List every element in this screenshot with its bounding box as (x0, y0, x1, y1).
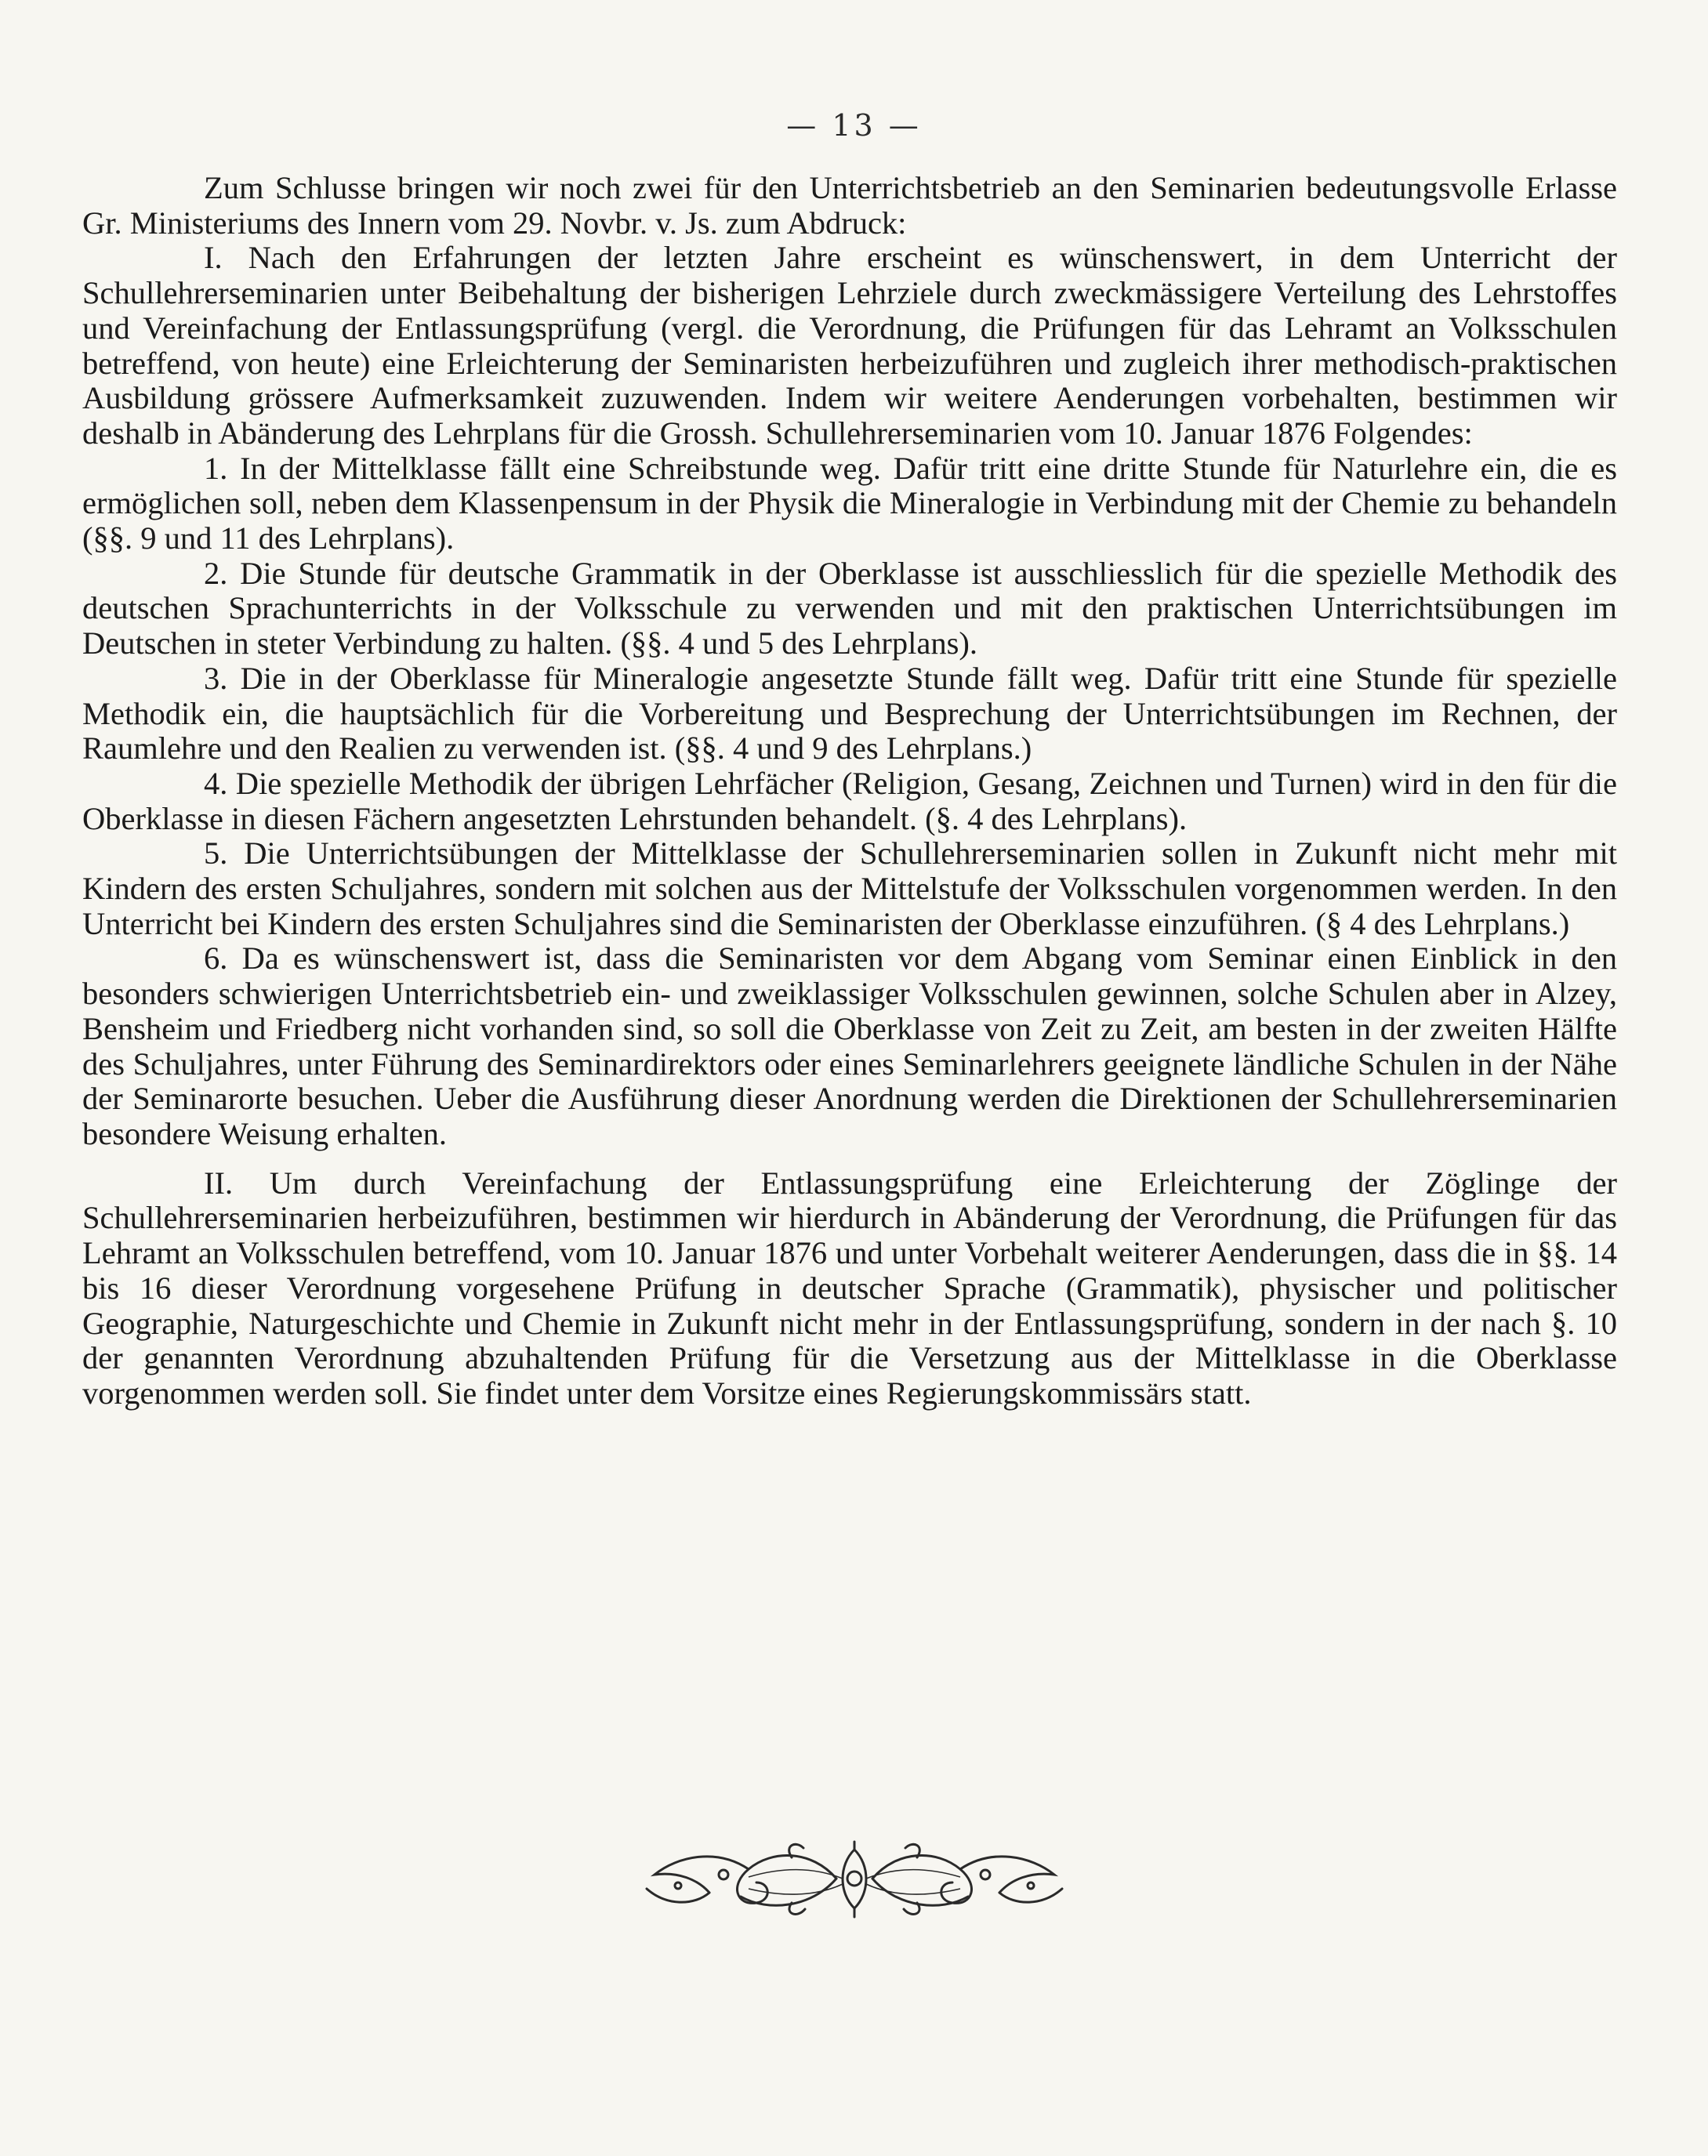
paragraph-decree-one: I. Nach den Erfahrungen der letzten Jahre erscheint es wünschenswert, in dem Unterricht der Schullehrerseminarien unter Beibehaltung der bisherigen Lehrziele durch zweckmässigere Verteilung des Lehrstoffes und Vereinfachung der Entlassungsprüfung (vergl. die Verordnung, die Prüfungen für das Lehramt an Volksschulen betreffend, von heute) eine Erleichterung der Seminaristen herbeizuführen und zugleich ihrer methodisch-praktischen Ausbildung grössere Aufmerksamkeit zuzuwenden. Indem wir weitere Aenderungen vorbehalten, bestimmen wir deshalb in Abänderung des Lehrplans für die Grossh. Schullehrerseminarien vom 10. Januar 1876 Folgendes: (82, 240, 1617, 451)
paragraph-item-6: 6. Da es wünschenswert ist, dass die Seminaristen vor dem Abgang vom Seminar einen Einblick in den besonders schwierigen Unterrichtsbetrieb ein- und zweiklassiger Volksschulen gewinnen, solche Schulen aber in Alzey, Bensheim und Friedberg nicht vorhanden sind, so soll die Oberklasse von Zeit zu Zeit, am besten in der zweiten Hälfte des Schuljahres, unter Führung des Seminardirektors oder eines Seminarlehrers geeignete ländliche Schulen in der Nähe der Seminarorte besuchen. Ueber die Ausführung dieser Anordnung werden die Direktionen der Schullehrerseminarien besondere Weisung erhalten. (82, 940, 1617, 1151)
paragraph-intro: Zum Schlusse bringen wir noch zwei für den Unterrichtsbetrieb an den Seminarien bedeutungsvolle Erlasse Gr. Ministeriums des Innern vom 29. Novbr. v. Js. zum Abdruck: (82, 170, 1617, 241)
page-number: — 13 — (786, 108, 922, 143)
paragraph-item-3: 3. Die in der Oberklasse für Mineralogie angesetzte Stunde fällt weg. Dafür tritt eine Stunde für spezielle Methodik ein, die hauptsächlich für die Vorbereitung und Besprechung der Unterrichtsübungen im Rechnen, der Raumlehre und den Realien zu verwenden ist. (§§. 4 und 9 des Lehrplans.) (82, 660, 1617, 766)
paragraph-item-4: 4. Die spezielle Methodik der übrigen Lehrfächer (Religion, Gesang, Zeichnen und Turnen) wird in den für die Oberklasse in diesen Fächern angesetzten Lehrstunden behandelt. (§. 4 des Lehrplans). (82, 765, 1617, 836)
paragraph-item-2: 2. Die Stunde für deutsche Grammatik in der Oberklasse ist ausschliesslich für die spezielle Methodik des deutschen Sprachunterrichts in der Volksschule zu verwenden und mit den praktischen Unterrichtsübungen im Deutschen in steter Verbindung zu halten. (§§. 4 und 5 des Lehrplans). (82, 555, 1617, 661)
paragraph-decree-two: II. Um durch Vereinfachung der Entlassungsprüfung eine Erleichterung der Zöglinge der Schullehrerseminarien herbeizuführen, bestimmen wir hierdurch in Abänderung der Verordnung, die Prüfungen für das Lehramt an Volksschulen betreffend, vom 10. Januar 1876 und unter Vorbehalt weiterer Aenderungen, dass die in §§. 14 bis 16 dieser Verordnung vorgesehene Prüfung in deutscher Sprache (Grammatik), physischer und politischer Geographie, Naturgeschichte und Chemie in Zukunft nicht mehr in der Entlassungsprüfung, sondern in der nach §. 10 der genannten Verordnung abzuhaltenden Prüfung für die Versetzung aus der Mittelklasse in die Oberklasse vorgenommen werden soll. Sie findet unter dem Vorsitze eines Regierungskommissärs statt. (82, 1165, 1617, 1411)
body-text (82, 171, 1617, 1411)
paragraph-item-5: 5. Die Unterrichtsübungen der Mittelklasse der Schullehrerseminarien sollen in Zukunft nicht mehr mit Kindern des ersten Schuljahres, sondern mit solchen aus der Mittelstufe der Volksschulen vorgenommen werden. In den Unterricht bei Kindern des ersten Schuljahres sind die Seminaristen der Oberklasse einzuführen. (§ 4 des Lehrplans.) (82, 835, 1617, 941)
ornament-icon (631, 1834, 1078, 1924)
paragraph-item-1: 1. In der Mittelklasse fällt eine Schreibstunde weg. Dafür tritt eine dritte Stunde für Naturlehre ein, die es ermöglichen soll, neben dem Klassenpensum in der Physik die Mineralogie in Verbindung mit der Chemie zu behandeln (§§. 9 und 11 des Lehrplans). (82, 450, 1617, 556)
